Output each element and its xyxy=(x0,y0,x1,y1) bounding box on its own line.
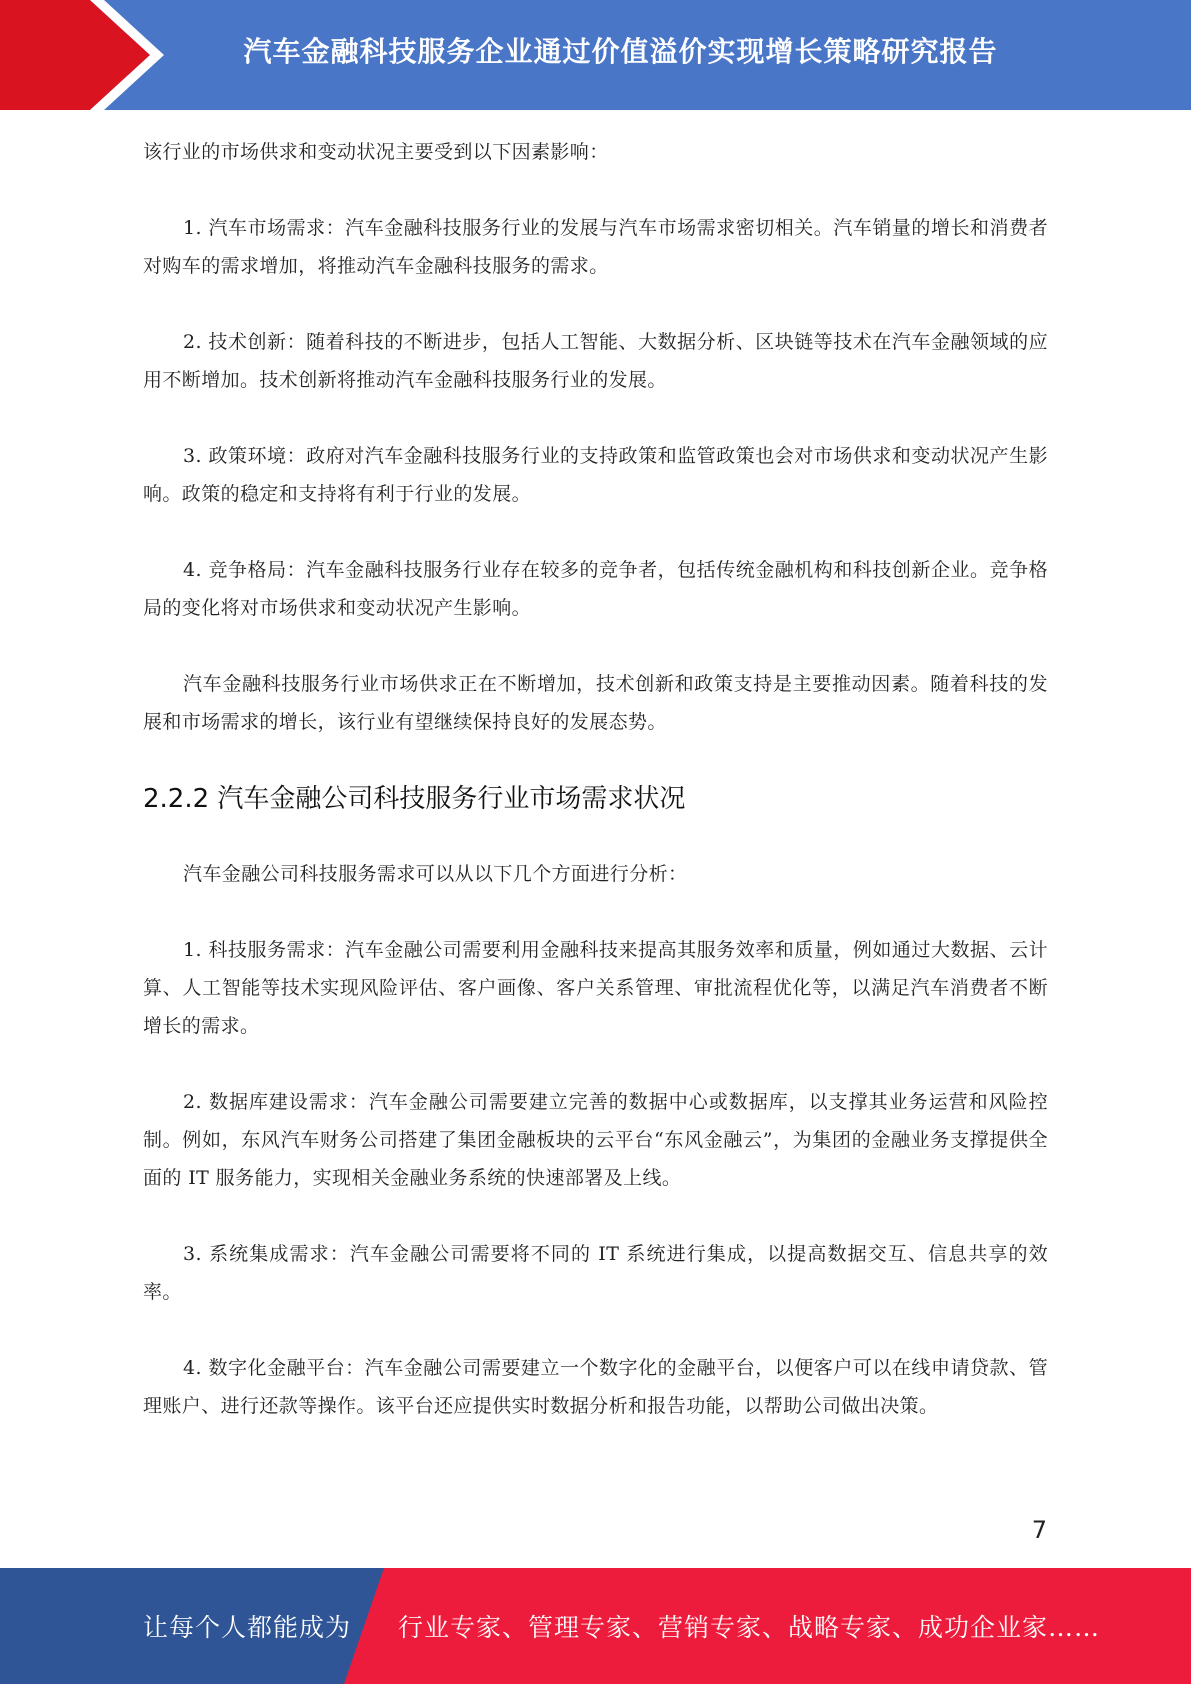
factor-paragraph: 3. 政策环境：政府对汽车金融科技服务行业的支持政策和监管政策也会对市场供求和变动状况产生影响。政策的稳定和支持将有利于行业的发展。 xyxy=(143,445,1048,505)
report-title: 汽车金融科技服务企业通过价值溢价实现增长策略研究报告 xyxy=(243,35,998,68)
section-intro-paragraph: 汽车金融公司科技服务需求可以从以下几个方面进行分析： xyxy=(183,863,688,885)
header-banner xyxy=(0,0,1191,110)
page-number: 7 xyxy=(1031,1516,1047,1544)
factor-paragraph: 4. 竞争格局：汽车金融科技服务行业存在较多的竞争者，包括传统金融机构和科技创新企业。竞争格局的变化将对市场供求和变动状况产生影响。 xyxy=(143,559,1048,619)
document-body xyxy=(143,133,1048,1463)
demand-paragraph: 4. 数字化金融平台：汽车金融公司需要建立一个数字化的金融平台，以便客户可以在线申请贷款、管理账户、进行还款等操作。该平台还应提供实时数据分析和报告功能，以帮助公司做出决策。 xyxy=(143,1357,1048,1417)
demand-paragraph: 2. 数据库建设需求：汽车金融公司需要建立完善的数据中心或数据库，以支撑其业务运营和风险控制。例如，东风汽车财务公司搭建了集团金融板块的云平台“东风金融云”，为集团的金融业务支撑提供全面的 IT 服务能力，实现相关金融业务系统的快速部署及上线。 xyxy=(143,1091,1048,1189)
footer-slogan-right: 行业专家、管理专家、营销专家、战略专家、成功企业家…… xyxy=(398,1613,1101,1642)
section-heading: 2.2.2 汽车金融公司科技服务行业市场需求状况 xyxy=(143,784,686,814)
summary-paragraph: 汽车金融科技服务行业市场供求正在不断增加，技术创新和政策支持是主要推动因素。随着科技的发展和市场需求的增长，该行业有望继续保持良好的发展态势。 xyxy=(143,673,1048,733)
factor-paragraph: 2. 技术创新：随着科技的不断进步，包括人工智能、大数据分析、区块链等技术在汽车金融领域的应用不断增加。技术创新将推动汽车金融科技服务行业的发展。 xyxy=(143,331,1048,391)
intro-paragraph: 该行业的市场供求和变动状况主要受到以下因素影响： xyxy=(143,141,609,163)
footer-slogan-left: 让每个人都能成为 xyxy=(143,1613,352,1642)
factor-paragraph: 1. 汽车市场需求：汽车金融科技服务行业的发展与汽车市场需求密切相关。汽车销量的增长和消费者对购车的需求增加，将推动汽车金融科技服务的需求。 xyxy=(143,217,1048,277)
demand-paragraph: 1. 科技服务需求：汽车金融公司需要利用金融科技来提高其服务效率和质量，例如通过大数据、云计算、人工智能等技术实现风险评估、客户画像、客户关系管理、审批流程优化等，以满足汽车消费者不断增长的需求。 xyxy=(143,939,1048,1037)
demand-paragraph: 3. 系统集成需求：汽车金融公司需要将不同的 IT 系统进行集成，以提高数据交互、信息共享的效率。 xyxy=(143,1243,1048,1303)
footer-banner xyxy=(0,1568,1191,1684)
